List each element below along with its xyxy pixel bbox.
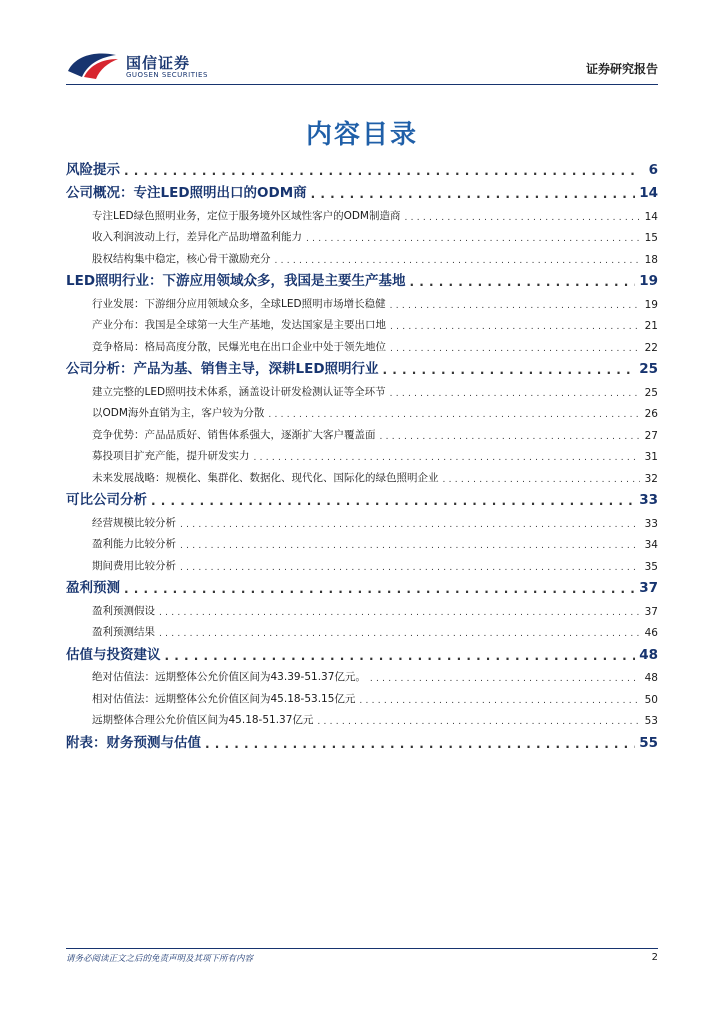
toc-entry-label: 期间费用比较分析 xyxy=(92,559,176,572)
toc-section-entry[interactable] xyxy=(66,180,658,202)
toc-dot-leader xyxy=(410,275,636,289)
toc-dot-leader xyxy=(390,301,640,311)
toc-entry-page: 46 xyxy=(644,627,658,639)
guosen-logo xyxy=(66,46,206,86)
toc-section-entry[interactable] xyxy=(66,156,658,178)
toc-entry-label: 盈利预测 xyxy=(66,580,120,596)
toc-entry-page: 33 xyxy=(639,492,658,508)
logo-english-name: GUOSEN SECURITIES xyxy=(126,71,208,79)
toc-entry-label: 盈利预测假设 xyxy=(92,604,155,617)
toc-dot-leader xyxy=(180,520,640,530)
toc-entry-page: 25 xyxy=(644,386,658,399)
toc-entry-page: 19 xyxy=(644,298,658,311)
page-header xyxy=(66,46,658,86)
toc-entry-label: 绝对估值法：远期整体公允价值区间为43.39-51.37亿元。 xyxy=(92,671,366,683)
toc-entry-page: 50 xyxy=(644,693,658,706)
toc-entry-page: 37 xyxy=(639,580,658,596)
toc-dot-leader xyxy=(390,322,640,332)
toc-dot-leader xyxy=(317,717,640,727)
toc-entry-page: 26 xyxy=(644,408,658,420)
toc-entry-label: 可比公司分析 xyxy=(66,492,147,508)
toc-dot-leader xyxy=(359,696,640,706)
toc-entry-page: 22 xyxy=(644,341,658,354)
toc-subsection-entry[interactable] xyxy=(66,618,658,640)
toc-dot-leader xyxy=(205,737,635,751)
toc-subsection-entry[interactable] xyxy=(66,332,658,354)
toc-section-entry[interactable] xyxy=(66,729,658,751)
toc-entry-label: 相对估值法：远期整体公允价值区间为45.18-53.15亿元 xyxy=(92,692,356,705)
toc-entry-label: 风险提示 xyxy=(66,161,120,178)
toc-entry-label: 盈利预测结果 xyxy=(92,626,155,638)
toc-entry-label: 建立完整的LED照明技术体系，涵盖设计研发检测认证等全环节 xyxy=(92,385,386,398)
report-type-label: 证券研究报告 xyxy=(585,62,658,76)
toc-section-entry[interactable] xyxy=(66,356,658,378)
toc-dot-leader xyxy=(306,234,640,244)
toc-section-entry[interactable] xyxy=(66,575,658,597)
toc-section-entry[interactable] xyxy=(66,268,658,290)
toc-dot-leader xyxy=(180,541,640,551)
toc-entry-page: 6 xyxy=(648,161,658,178)
toc-entry-page: 55 xyxy=(639,734,658,751)
toc-entry-page: 19 xyxy=(639,273,658,289)
toc-entry-page: 32 xyxy=(644,472,658,485)
toc-dot-leader xyxy=(151,494,635,508)
footer-disclaimer: 请务必阅读正文之后的免责声明及其项下所有内容 xyxy=(66,954,254,964)
toc-dot-leader xyxy=(159,608,640,618)
toc-entry-label: 募投项目扩充产能，提升研发实力 xyxy=(92,450,250,462)
toc-dot-leader xyxy=(380,432,641,442)
toc-entry-page: 33 xyxy=(644,517,658,530)
toc-subsection-entry[interactable] xyxy=(66,201,658,223)
toc-entry-page: 34 xyxy=(644,539,658,551)
toc-dot-leader xyxy=(165,649,636,663)
toc-dot-leader xyxy=(370,674,640,684)
logo-chinese-name: 国信证券 xyxy=(126,54,191,72)
toc-dot-leader xyxy=(383,363,636,377)
page-number: 2 xyxy=(651,952,658,963)
toc-subsection-entry[interactable] xyxy=(66,311,658,333)
toc-subsection-entry[interactable] xyxy=(66,377,658,399)
toc-dot-leader xyxy=(390,344,640,354)
toc-entry-label: 收入利润波动上行，差异化产品助增盈利能力 xyxy=(92,231,302,243)
toc-dot-leader xyxy=(124,582,635,596)
toc-subsection-entry[interactable] xyxy=(66,684,658,706)
toc-entry-label: 盈利能力比较分析 xyxy=(92,538,176,550)
toc-dot-leader xyxy=(311,187,636,201)
toc-title: 内容目录 xyxy=(305,120,418,150)
toc-dot-leader xyxy=(254,453,641,463)
toc-dot-leader xyxy=(268,410,640,420)
toc-subsection-entry[interactable] xyxy=(66,706,658,728)
toc-entry-label: 附表：财务预测与估值 xyxy=(66,734,201,751)
toc-entry-label: 专注LED绿色照明业务，定位于服务境外区域性客户的ODM制造商 xyxy=(92,209,401,222)
toc-subsection-entry[interactable] xyxy=(66,244,658,266)
toc-dot-leader xyxy=(275,256,641,266)
toc-entry-page: 48 xyxy=(644,672,658,684)
footer-divider xyxy=(66,948,658,949)
header-divider xyxy=(66,84,658,85)
toc-entry-label: 估值与投资建议 xyxy=(66,646,161,663)
toc-dot-leader xyxy=(390,389,640,399)
toc-dot-leader xyxy=(404,213,640,223)
toc-entry-label: 以ODM海外直销为主，客户较为分散 xyxy=(92,407,265,419)
toc-entry-label: 股权结构集中稳定，核心骨干激励充分 xyxy=(92,252,271,265)
toc-entry-label: 公司分析：产品为基、销售主导，深耕LED照明行业 xyxy=(66,361,379,377)
toc-entry-page: 53 xyxy=(644,715,658,727)
toc-entry-page: 18 xyxy=(644,253,658,266)
toc-entry-page: 31 xyxy=(644,451,658,463)
toc-dot-leader xyxy=(159,629,640,639)
toc-subsection-entry[interactable] xyxy=(66,663,658,685)
toc-entry-page: 48 xyxy=(639,646,658,663)
toc-entry-label: LED照明行业：下游应用领域众多，我国是主要生产基地 xyxy=(66,273,406,289)
guosen-logo-mark-icon xyxy=(66,49,120,81)
toc-subsection-entry[interactable] xyxy=(66,508,658,530)
toc-subsection-entry[interactable] xyxy=(66,596,658,618)
toc-entry-label: 竞争格局：格局高度分散，民爆光电在出口企业中处于领先地位 xyxy=(92,340,386,353)
toc-entry-page: 21 xyxy=(644,320,658,332)
toc-subsection-entry[interactable] xyxy=(66,399,658,421)
toc-subsection-entry[interactable] xyxy=(66,530,658,552)
table-of-contents xyxy=(66,154,658,751)
toc-entry-label: 经营规模比较分析 xyxy=(92,516,176,529)
toc-dot-leader xyxy=(180,563,640,573)
toc-entry-label: 产业分布：我国是全球第一大生产基地，发达国家是主要出口地 xyxy=(92,319,386,331)
toc-entry-page: 25 xyxy=(639,361,658,377)
toc-entry-page: 14 xyxy=(639,185,658,201)
toc-entry-label: 未来发展战略：规模化、集群化、数据化、现代化、国际化的绿色照明企业 xyxy=(92,471,439,484)
toc-entry-page: 14 xyxy=(644,210,658,223)
toc-dot-leader xyxy=(443,475,641,485)
toc-section-entry[interactable] xyxy=(66,641,658,663)
toc-dot-leader xyxy=(124,164,640,178)
toc-entry-page: 37 xyxy=(644,605,658,618)
toc-subsection-entry[interactable] xyxy=(66,223,658,245)
toc-entry-label: 远期整体合理公允价值区间为45.18-51.37亿元 xyxy=(92,714,314,726)
toc-entry-page: 15 xyxy=(644,232,658,244)
toc-entry-label: 竞争优势：产品品质好、销售体系强大，逐渐扩大客户覆盖面 xyxy=(92,428,376,441)
toc-subsection-entry[interactable] xyxy=(66,463,658,485)
toc-subsection-entry[interactable] xyxy=(66,551,658,573)
toc-entry-label: 行业发展：下游细分应用领域众多，全球LED照明市场增长稳健 xyxy=(92,297,386,310)
toc-subsection-entry[interactable] xyxy=(66,289,658,311)
toc-subsection-entry[interactable] xyxy=(66,442,658,464)
toc-entry-page: 35 xyxy=(644,560,658,573)
toc-section-entry[interactable] xyxy=(66,487,658,509)
toc-entry-page: 27 xyxy=(644,429,658,442)
toc-subsection-entry[interactable] xyxy=(66,420,658,442)
toc-entry-label: 公司概况：专注LED照明出口的ODM商 xyxy=(66,185,307,201)
